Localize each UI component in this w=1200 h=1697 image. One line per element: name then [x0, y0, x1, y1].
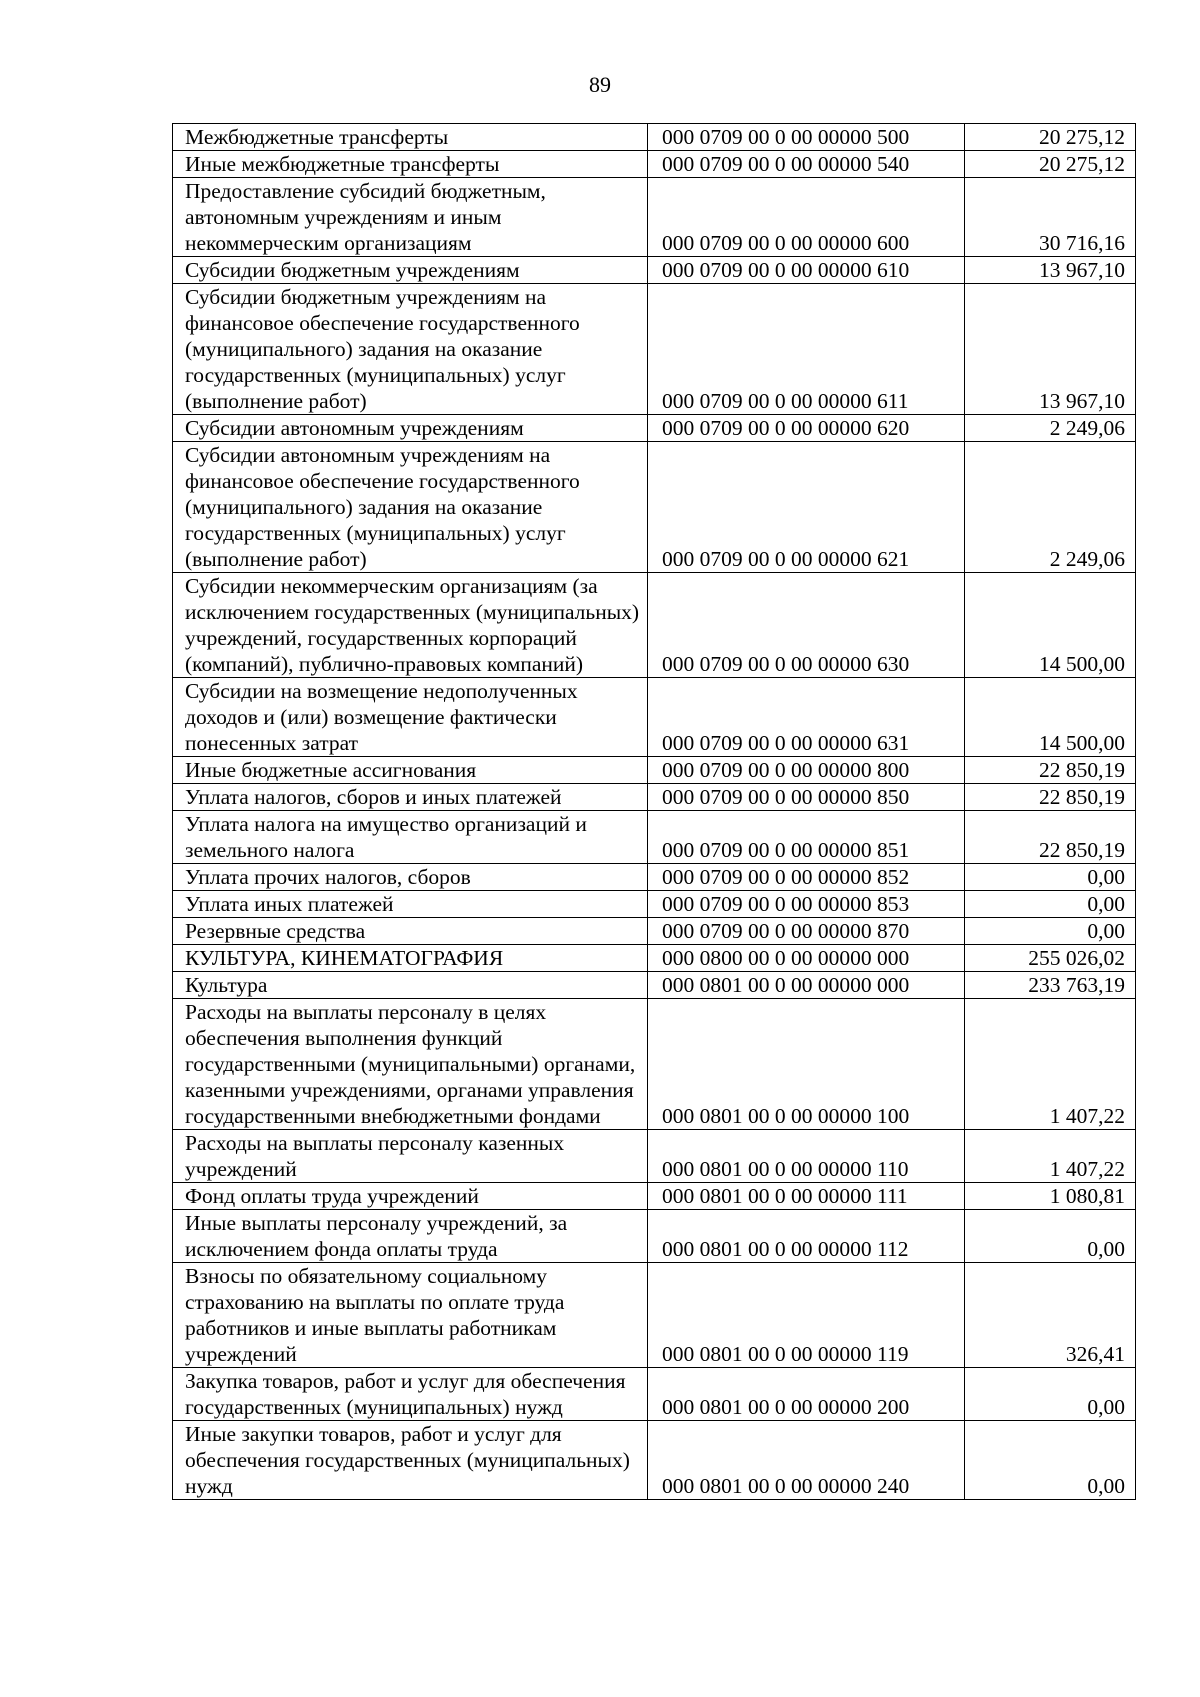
- row-code-cell: 000 0801 00 0 00 00000 119: [648, 1263, 965, 1368]
- row-name-cell: КУЛЬТУРА, КИНЕМАТОГРАФИЯ: [173, 945, 648, 972]
- table-row: [173, 257, 1136, 284]
- row-amount-cell: 326,41: [965, 1263, 1136, 1368]
- row-code-cell: 000 0709 00 0 00 00000 851: [648, 811, 965, 864]
- row-code-cell: 000 0709 00 0 00 00000 870: [648, 918, 965, 945]
- row-amount-cell: 233 763,19: [965, 972, 1136, 999]
- row-amount-cell: 20 275,12: [965, 124, 1136, 151]
- row-amount-cell: 1 407,22: [965, 999, 1136, 1130]
- row-code-cell: 000 0709 00 0 00 00000 800: [648, 757, 965, 784]
- row-amount-cell: 0,00: [965, 891, 1136, 918]
- row-name-cell: Межбюджетные трансферты: [173, 124, 648, 151]
- table-row: [173, 442, 1136, 573]
- row-code-cell: 000 0709 00 0 00 00000 630: [648, 573, 965, 678]
- table-row: [173, 415, 1136, 442]
- row-amount-cell: 2 249,06: [965, 415, 1136, 442]
- row-amount-cell: 0,00: [965, 918, 1136, 945]
- table-row: [173, 284, 1136, 415]
- row-code-cell: 000 0801 00 0 00 00000 200: [648, 1368, 965, 1421]
- row-name-cell: Субсидии бюджетным учреждениям на финансовое обеспечение государственного (муниципального) задания на оказание государственных (муниципальных) услуг (выполнение работ): [173, 284, 648, 415]
- row-name-cell: Закупка товаров, работ и услуг для обеспечения государственных (муниципальных) нужд: [173, 1368, 648, 1421]
- table-row: [173, 891, 1136, 918]
- row-amount-cell: 13 967,10: [965, 257, 1136, 284]
- row-amount-cell: 2 249,06: [965, 442, 1136, 573]
- table-row: [173, 757, 1136, 784]
- row-code-cell: 000 0709 00 0 00 00000 600: [648, 178, 965, 257]
- row-code-cell: 000 0800 00 0 00 00000 000: [648, 945, 965, 972]
- row-amount-cell: 1 080,81: [965, 1183, 1136, 1210]
- row-name-cell: Взносы по обязательному социальному страхованию на выплаты по оплате труда работников и иные выплаты работникам учреждений: [173, 1263, 648, 1368]
- row-name-cell: Иные закупки товаров, работ и услуг для обеспечения государственных (муниципальных) нужд: [173, 1421, 648, 1500]
- table-row: [173, 573, 1136, 678]
- row-name-cell: Уплата прочих налогов, сборов: [173, 864, 648, 891]
- row-name-cell: Субсидии некоммерческим организациям (за исключением государственных (муниципальных) учреждений, государственных корпораций (компаний), публично-правовых компаний): [173, 573, 648, 678]
- row-code-cell: 000 0801 00 0 00 00000 110: [648, 1130, 965, 1183]
- table-row: [173, 784, 1136, 811]
- table-row: [173, 678, 1136, 757]
- table-row: [173, 124, 1136, 151]
- row-code-cell: 000 0709 00 0 00 00000 852: [648, 864, 965, 891]
- row-code-cell: 000 0709 00 0 00 00000 621: [648, 442, 965, 573]
- row-name-cell: Уплата налога на имущество организаций и земельного налога: [173, 811, 648, 864]
- row-amount-cell: 22 850,19: [965, 757, 1136, 784]
- row-amount-cell: 1 407,22: [965, 1130, 1136, 1183]
- row-code-cell: 000 0709 00 0 00 00000 500: [648, 124, 965, 151]
- row-amount-cell: 255 026,02: [965, 945, 1136, 972]
- row-amount-cell: 0,00: [965, 1421, 1136, 1500]
- table-row: [173, 1421, 1136, 1500]
- budget-table: [172, 123, 1136, 1500]
- table-row: [173, 1130, 1136, 1183]
- row-amount-cell: 13 967,10: [965, 284, 1136, 415]
- row-name-cell: Фонд оплаты труда учреждений: [173, 1183, 648, 1210]
- row-name-cell: Субсидии автономным учреждениям на финансовое обеспечение государственного (муниципального) задания на оказание государственных (муниципальных) услуг (выполнение работ): [173, 442, 648, 573]
- table-row: [173, 1183, 1136, 1210]
- row-name-cell: Субсидии на возмещение недополученных доходов и (или) возмещение фактически понесенных затрат: [173, 678, 648, 757]
- row-name-cell: Резервные средства: [173, 918, 648, 945]
- row-name-cell: Субсидии автономным учреждениям: [173, 415, 648, 442]
- row-amount-cell: 0,00: [965, 1210, 1136, 1263]
- table-row: [173, 1263, 1136, 1368]
- row-amount-cell: 22 850,19: [965, 811, 1136, 864]
- table-row: [173, 811, 1136, 864]
- row-amount-cell: 0,00: [965, 864, 1136, 891]
- row-amount-cell: 30 716,16: [965, 178, 1136, 257]
- row-name-cell: Уплата иных платежей: [173, 891, 648, 918]
- row-code-cell: 000 0709 00 0 00 00000 611: [648, 284, 965, 415]
- row-code-cell: 000 0801 00 0 00 00000 240: [648, 1421, 965, 1500]
- row-code-cell: 000 0801 00 0 00 00000 111: [648, 1183, 965, 1210]
- row-name-cell: Расходы на выплаты персоналу казенных учреждений: [173, 1130, 648, 1183]
- row-code-cell: 000 0801 00 0 00 00000 000: [648, 972, 965, 999]
- table-row: [173, 178, 1136, 257]
- row-amount-cell: 14 500,00: [965, 678, 1136, 757]
- row-code-cell: 000 0709 00 0 00 00000 540: [648, 151, 965, 178]
- page-number: 89: [589, 72, 611, 97]
- row-amount-cell: 22 850,19: [965, 784, 1136, 811]
- row-code-cell: 000 0709 00 0 00 00000 610: [648, 257, 965, 284]
- row-amount-cell: 14 500,00: [965, 573, 1136, 678]
- table-row: [173, 999, 1136, 1130]
- table-row: [173, 864, 1136, 891]
- row-code-cell: 000 0801 00 0 00 00000 100: [648, 999, 965, 1130]
- row-name-cell: Субсидии бюджетным учреждениям: [173, 257, 648, 284]
- table-row: [173, 945, 1136, 972]
- row-code-cell: 000 0709 00 0 00 00000 620: [648, 415, 965, 442]
- row-name-cell: Иные межбюджетные трансферты: [173, 151, 648, 178]
- row-code-cell: 000 0709 00 0 00 00000 853: [648, 891, 965, 918]
- table-row: [173, 151, 1136, 178]
- row-code-cell: 000 0709 00 0 00 00000 850: [648, 784, 965, 811]
- row-code-cell: 000 0709 00 0 00 00000 631: [648, 678, 965, 757]
- row-name-cell: Иные бюджетные ассигнования: [173, 757, 648, 784]
- row-name-cell: Уплата налогов, сборов и иных платежей: [173, 784, 648, 811]
- row-name-cell: Расходы на выплаты персоналу в целях обеспечения выполнения функций государственными (муниципальными) органами, казенными учреждениями, органами управления государственными внебюджетными фондами: [173, 999, 648, 1130]
- table-row: [173, 918, 1136, 945]
- row-amount-cell: 20 275,12: [965, 151, 1136, 178]
- row-name-cell: Иные выплаты персоналу учреждений, за исключением фонда оплаты труда: [173, 1210, 648, 1263]
- table-row: [173, 1210, 1136, 1263]
- row-name-cell: Культура: [173, 972, 648, 999]
- budget-table-body: [173, 124, 1136, 1500]
- table-row: [173, 972, 1136, 999]
- row-code-cell: 000 0801 00 0 00 00000 112: [648, 1210, 965, 1263]
- table-row: [173, 1368, 1136, 1421]
- row-name-cell: Предоставление субсидий бюджетным, автономным учреждениям и иным некоммерческим организациям: [173, 178, 648, 257]
- row-amount-cell: 0,00: [965, 1368, 1136, 1421]
